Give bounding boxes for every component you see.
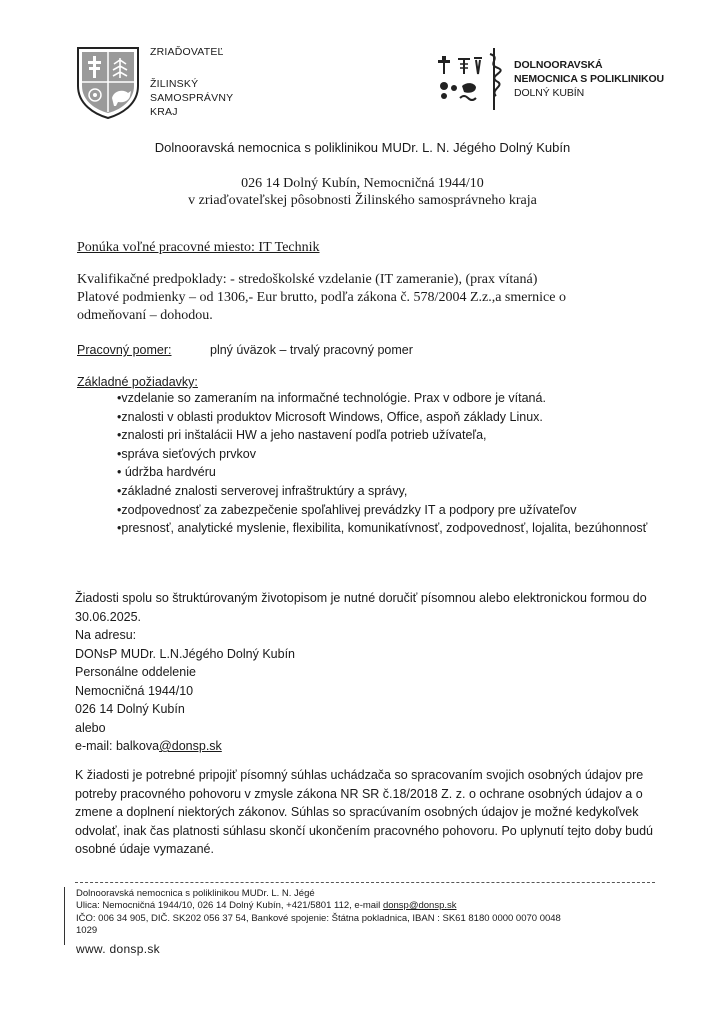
consent-line: zmene a doplnení niektorých zákonov. Súhlas so spracúvaním osobných údajov je možné kedykoľvek [75, 805, 639, 820]
hospital-logo-line-1: DOLNOORAVSKÁ [514, 59, 603, 71]
requirement-item: •znalosti pri inštalácii HW a jeho nastavení podľa potrieb užívateľa, [117, 428, 487, 443]
requirement-item: •vzdelanie so zameraním na informačné technológie. Prax v odbore je vítaná. [117, 391, 546, 405]
footer-line: Dolnooravská nemocnica s poliklinikou MUDr. L. N. Jégé [76, 888, 315, 899]
hospital-logo-text [514, 58, 664, 100]
footer-line: 1029 [76, 924, 98, 936]
consent-line: osobné údaje vymazané. [75, 842, 214, 857]
hospital-logo-line-2: NEMOCNICA S POLIKLINIKOU [514, 73, 665, 85]
qualification-line: Kvalifikačné predpoklady: - stredoškolské vzdelanie (IT zameranie), (prax vítaná) [77, 272, 538, 287]
application-line: DONsP MUDr. L.N.Jégého Dolný Kubín [75, 646, 296, 661]
consent-line: K žiadosti je potrebné pripojiť písomný súhlas uchádzača so spracovaním svojich osobných údajov pre [75, 768, 644, 782]
footer-line [76, 900, 656, 912]
footer-divider [75, 882, 655, 883]
footer-line: IČO: 006 34 905, DIČ. SK202 056 37 54, Bankové spojenie: Štátna pokladnica, IBAN : SK61 8180 0000 0070 0048 [76, 912, 561, 924]
application-email[interactable] [75, 737, 655, 756]
footer [76, 888, 656, 937]
email-domain-link[interactable]: @donsp.sk [159, 739, 222, 753]
consent-line: odvolať, inak čas platnosti súhlasu skončí ukončením pracovného pohovoru. Po uplynutí tejto doby budú [75, 823, 653, 838]
consent-paragraph [75, 766, 655, 859]
requirement-item: • údržba hardvéru [117, 465, 216, 480]
application-line: Na adresu: [75, 628, 137, 642]
consent-line: potreby pracovného pohovoru v zmysle zákona NR SR č.18/2018 Z. z. o ochrane osobných údajov a o [75, 786, 643, 801]
qualification-line: odmeňovaní – dohodou. [77, 308, 213, 323]
email-prefix: e-mail: balkova [75, 739, 160, 753]
application-line: alebo [75, 720, 106, 735]
hospital-logo-icon [432, 44, 512, 114]
requirement-item: •správa sieťových prvkov [117, 446, 256, 461]
application-line: 026 14 Dolný Kubín [75, 702, 185, 716]
founder-label: ZRIAĎOVATEĽ [150, 46, 224, 58]
application-block [75, 589, 655, 756]
requirement-item: •zodpovednosť za zabezpečenie spoľahlivej prevádzky IT a podpory pre užívateľov [117, 502, 577, 517]
footer-address: Ulica: Nemocničná 1944/10, 026 14 Dolný Kubín, +421/5801 112, e-mail [76, 900, 383, 912]
address-line-2: v zriaďovateľskej pôsobnosti Žilinského samosprávneho kraja [188, 193, 537, 208]
application-line: Personálne oddelenie [75, 665, 196, 679]
job-offer-title: Ponúka voľné pracovné miesto: IT Technik [77, 240, 320, 255]
qualification-line: Platové podmienky – od 1306,- Eur brutto, podľa zákona č. 578/2004 Z.z.,a smernice o [77, 290, 566, 305]
contract-value: plný úväzok – trvalý pracovný pomer [210, 343, 413, 357]
qualification-block [77, 271, 647, 325]
footer-margin-bar [64, 887, 65, 945]
founder-line-1: ŽILINSKÝ [150, 78, 199, 90]
requirements-list [117, 389, 647, 538]
zsk-crest-logo [76, 46, 140, 120]
contract-label: Pracovný pomer: [77, 343, 172, 357]
application-line: Žiadosti spolu so štruktúrovaným životopisom je nutné doručiť písomnou alebo elektronickou formou do [75, 591, 647, 605]
application-line: Nemocničná 1944/10 [75, 683, 194, 698]
requirement-item: •základné znalosti serverovej infraštruktúry a správy, [117, 483, 408, 498]
document-title: Dolnooravská nemocnica s poliklinikou MUDr. L. N. Jégého Dolný Kubín [154, 140, 571, 155]
application-deadline: 30.06.2025. [75, 609, 142, 624]
footer-website-link[interactable]: www. donsp.sk [76, 942, 160, 956]
address-line-1: 026 14 Dolný Kubín, Nemocničná 1944/10 [241, 176, 484, 191]
requirement-item: •presnosť, analytické myslenie, flexibilita, komunikatívnosť, zodpovednosť, lojalita, bezúhonnosť [117, 521, 648, 536]
founder-name [150, 77, 233, 119]
founder-line-3: KRAJ [150, 106, 178, 118]
hospital-logo-line-3: DOLNÝ KUBÍN [514, 87, 585, 99]
requirement-item: •znalosti v oblasti produktov Microsoft Windows, Office, aspoň základy Linux. [117, 409, 543, 424]
requirements-title: Základné požiadavky: [77, 375, 198, 389]
footer-email-link[interactable]: donsp@donsp.sk [382, 900, 457, 912]
founder-line-2: SAMOSPRÁVNY [150, 92, 234, 104]
